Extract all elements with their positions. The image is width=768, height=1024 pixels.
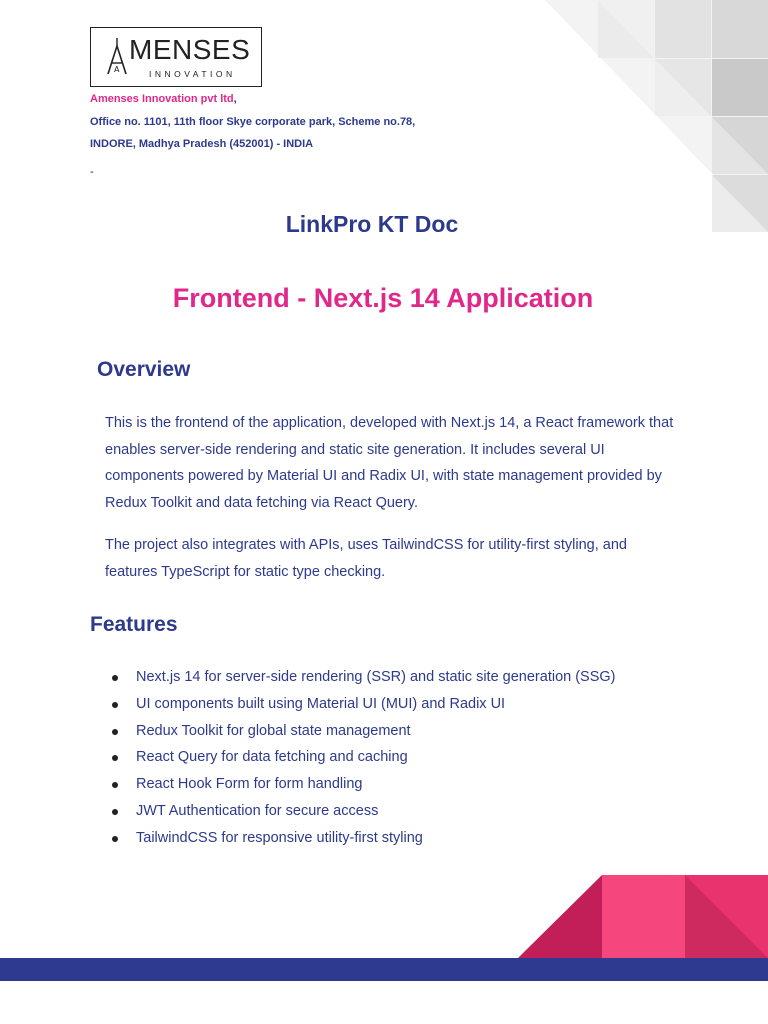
main-heading: Frontend - Next.js 14 Application [172, 283, 594, 313]
separator-dash: - [90, 166, 94, 178]
list-item: Redux Toolkit for global state management [112, 718, 616, 745]
bullet-icon [112, 675, 118, 681]
list-item: Next.js 14 for server-side rendering (SSR) and static site generation (SSG) [112, 664, 616, 691]
logo-a-mark-icon [106, 36, 128, 76]
logo-tagline: INNOVATION [149, 69, 236, 79]
overview-heading: Overview [97, 358, 191, 381]
bullet-icon [112, 729, 118, 735]
bullet-icon [112, 702, 118, 708]
features-heading: Features [90, 613, 178, 636]
svg-text:A: A [114, 65, 120, 74]
bullet-icon [112, 755, 118, 761]
top-right-grey-pattern [545, 0, 768, 232]
address-line-1: Office no. 1101, 11th floor Skye corporate park, Scheme no.78, [90, 116, 416, 128]
list-item: UI components built using Material UI (MUI) and Radix UI [112, 691, 616, 718]
list-item: React Hook Form for form handling [112, 771, 616, 798]
list-item: JWT Authentication for secure access [112, 798, 616, 825]
bullet-icon [112, 782, 118, 788]
list-item: TailwindCSS for responsive utility-first styling [112, 825, 616, 852]
company-logo [90, 27, 262, 87]
logo-wordmark: MENSES [129, 34, 251, 65]
footer-bar [0, 958, 768, 981]
bullet-icon [112, 836, 118, 842]
bullet-icon [112, 809, 118, 815]
company-name: Amenses Innovation pvt ltd, [90, 93, 237, 105]
list-item: React Query for data fetching and caching [112, 744, 616, 771]
features-list [112, 664, 616, 852]
address-line-2: INDORE, Madhya Pradesh (452001) - INDIA [90, 138, 314, 150]
bottom-right-pink-ribbon [518, 875, 768, 958]
overview-paragraph-2: The project also integrates with APIs, uses TailwindCSS for utility-first styling, and features TypeScript for static type checking. [105, 537, 627, 580]
document-title: LinkPro KT Doc [285, 211, 459, 237]
overview-paragraph-1: This is the frontend of the application, developed with Next.js 14, a React framework that enables server-side rendering and static site generation. It includes several UI components powered by Material UI and Radix UI, with state management provided by Redux Toolkit and data fetching via React Query. [105, 415, 674, 511]
